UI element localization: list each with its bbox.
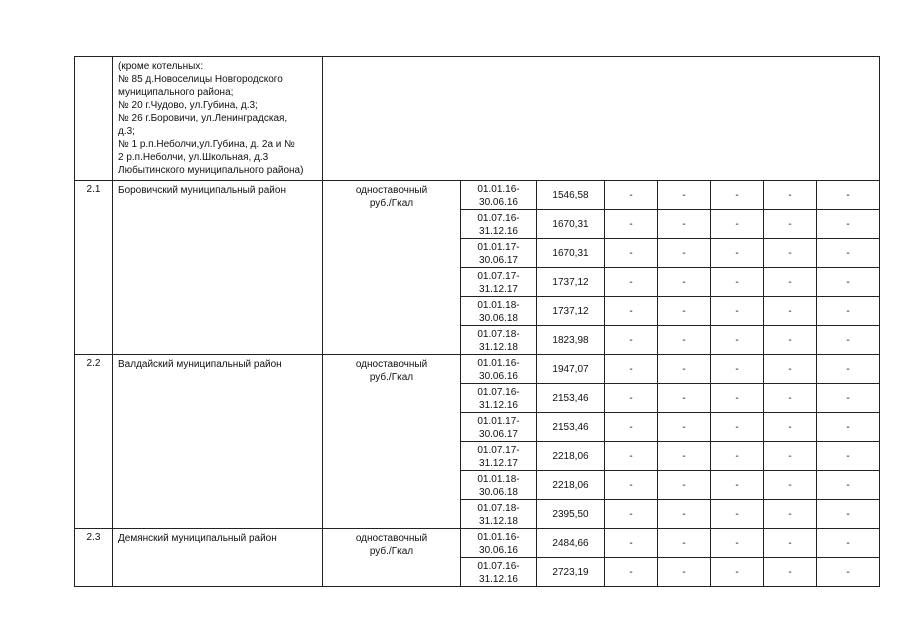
empty-value-dash: - — [764, 471, 817, 500]
rate-type-cell — [323, 181, 461, 355]
boiler-exclusion-note — [113, 57, 323, 181]
period-cell — [461, 268, 537, 297]
period-to: 30.06.17 — [479, 254, 518, 266]
period-from: 01.07.18- — [477, 328, 520, 340]
tariff-value: 2395,50 — [537, 500, 605, 529]
empty-value-dash: - — [658, 529, 711, 558]
empty-value-dash: - — [817, 297, 880, 326]
note-line: Любытинского муниципального района) — [118, 165, 304, 176]
empty-value-dash: - — [764, 384, 817, 413]
tariff-value: 2484,66 — [537, 529, 605, 558]
empty-value-dash: - — [817, 413, 880, 442]
empty-value-dash: - — [658, 181, 711, 210]
tariff-value: 1546,58 — [537, 181, 605, 210]
empty-value-dash: - — [605, 239, 658, 268]
empty-value-dash: - — [817, 529, 880, 558]
tariff-value: 1947,07 — [537, 355, 605, 384]
rate-type: одноставочный — [355, 533, 428, 544]
period-cell — [461, 326, 537, 355]
period-from: 01.01.16- — [477, 183, 520, 195]
tariff-row — [75, 355, 880, 384]
empty-value-dash: - — [658, 210, 711, 239]
tariff-value: 2218,06 — [537, 442, 605, 471]
empty-value-dash: - — [817, 500, 880, 529]
empty-value-dash: - — [605, 326, 658, 355]
period-to: 31.12.18 — [479, 341, 518, 353]
tariff-table — [74, 56, 880, 587]
empty-value-dash: - — [658, 442, 711, 471]
municipal-district-name: Боровичский муниципальный район — [113, 181, 323, 355]
empty-value-dash: - — [605, 384, 658, 413]
empty-value-dash: - — [711, 268, 764, 297]
empty-value-dash: - — [605, 529, 658, 558]
period-from: 01.01.17- — [477, 241, 520, 253]
empty-value-dash: - — [817, 210, 880, 239]
empty-value-dash: - — [658, 297, 711, 326]
empty-value-dash: - — [658, 239, 711, 268]
empty-value-dash: - — [764, 529, 817, 558]
period-from: 01.01.16- — [477, 357, 520, 369]
tariff-value: 1737,12 — [537, 268, 605, 297]
group-number: 2.2 — [75, 355, 113, 529]
empty-value-dash: - — [711, 529, 764, 558]
period-cell — [461, 500, 537, 529]
period-from: 01.01.16- — [477, 531, 520, 543]
empty-value-dash: - — [658, 326, 711, 355]
note-line: (кроме котельных: — [118, 61, 204, 72]
tariff-value: 2153,46 — [537, 384, 605, 413]
period-cell — [461, 529, 537, 558]
empty-value-dash: - — [817, 558, 880, 587]
period-to: 31.12.16 — [479, 573, 518, 585]
empty-cell — [75, 57, 113, 181]
period-to: 30.06.17 — [479, 428, 518, 440]
rate-unit: руб./Гкал — [369, 198, 414, 209]
empty-value-dash: - — [605, 297, 658, 326]
empty-value-dash: - — [658, 413, 711, 442]
empty-merged-cell — [323, 57, 880, 181]
empty-value-dash: - — [711, 384, 764, 413]
note-line: д.3; — [118, 126, 135, 137]
empty-value-dash: - — [764, 355, 817, 384]
empty-value-dash: - — [711, 471, 764, 500]
empty-value-dash: - — [711, 326, 764, 355]
empty-value-dash: - — [817, 268, 880, 297]
period-from: 01.07.17- — [477, 444, 520, 456]
period-cell — [461, 355, 537, 384]
empty-value-dash: - — [711, 413, 764, 442]
empty-value-dash: - — [605, 268, 658, 297]
period-to: 31.12.16 — [479, 225, 518, 237]
empty-value-dash: - — [711, 558, 764, 587]
period-to: 30.06.18 — [479, 486, 518, 498]
tariff-value: 2153,46 — [537, 413, 605, 442]
empty-value-dash: - — [658, 355, 711, 384]
period-to: 31.12.17 — [479, 457, 518, 469]
header-note-row — [75, 57, 880, 181]
empty-value-dash: - — [817, 471, 880, 500]
rate-type-cell — [323, 529, 461, 587]
note-line: 2 р.п.Неболчи, ул.Школьная, д.3 — [118, 152, 269, 163]
municipal-district-name: Демянский муниципальный район — [113, 529, 323, 587]
empty-value-dash: - — [605, 442, 658, 471]
empty-value-dash: - — [711, 442, 764, 471]
period-to: 31.12.17 — [479, 283, 518, 295]
period-cell — [461, 471, 537, 500]
period-from: 01.07.17- — [477, 270, 520, 282]
period-cell — [461, 239, 537, 268]
period-cell — [461, 413, 537, 442]
empty-value-dash: - — [711, 297, 764, 326]
period-cell — [461, 442, 537, 471]
period-from: 01.07.18- — [477, 502, 520, 514]
empty-value-dash: - — [658, 558, 711, 587]
rate-type: одноставочный — [355, 359, 428, 370]
empty-value-dash: - — [764, 442, 817, 471]
tariff-value: 2723,19 — [537, 558, 605, 587]
tariff-row — [75, 529, 880, 558]
empty-value-dash: - — [764, 500, 817, 529]
empty-value-dash: - — [605, 471, 658, 500]
period-to: 31.12.18 — [479, 515, 518, 527]
empty-value-dash: - — [817, 181, 880, 210]
municipal-district-name: Валдайский муниципальный район — [113, 355, 323, 529]
empty-value-dash: - — [605, 181, 658, 210]
rate-type: одноставочный — [355, 185, 428, 196]
tariff-value: 2218,06 — [537, 471, 605, 500]
period-to: 31.12.16 — [479, 399, 518, 411]
empty-value-dash: - — [764, 413, 817, 442]
period-from: 01.01.18- — [477, 473, 520, 485]
empty-value-dash: - — [711, 500, 764, 529]
period-from: 01.07.16- — [477, 212, 520, 224]
empty-value-dash: - — [817, 442, 880, 471]
empty-value-dash: - — [605, 500, 658, 529]
empty-value-dash: - — [764, 297, 817, 326]
empty-value-dash: - — [605, 558, 658, 587]
rate-unit: руб./Гкал — [369, 546, 414, 557]
empty-value-dash: - — [764, 326, 817, 355]
empty-value-dash: - — [764, 239, 817, 268]
empty-value-dash: - — [711, 181, 764, 210]
tariff-value: 1670,31 — [537, 210, 605, 239]
empty-value-dash: - — [711, 355, 764, 384]
period-cell — [461, 558, 537, 587]
empty-value-dash: - — [764, 210, 817, 239]
period-cell — [461, 181, 537, 210]
empty-value-dash: - — [817, 239, 880, 268]
empty-value-dash: - — [605, 355, 658, 384]
rate-unit: руб./Гкал — [369, 372, 414, 383]
group-number: 2.1 — [75, 181, 113, 355]
group-number: 2.3 — [75, 529, 113, 587]
period-from: 01.07.16- — [477, 386, 520, 398]
tariff-row — [75, 181, 880, 210]
empty-value-dash: - — [764, 558, 817, 587]
period-to: 30.06.18 — [479, 312, 518, 324]
empty-value-dash: - — [658, 268, 711, 297]
empty-value-dash: - — [711, 239, 764, 268]
empty-value-dash: - — [764, 268, 817, 297]
note-line: № 85 д.Новоселицы Новгородского — [118, 74, 283, 85]
tariff-value: 1737,12 — [537, 297, 605, 326]
empty-value-dash: - — [764, 181, 817, 210]
note-line: № 26 г.Боровичи, ул.Ленинградская, — [118, 113, 288, 124]
period-to: 30.06.16 — [479, 370, 518, 382]
period-cell — [461, 297, 537, 326]
period-cell — [461, 384, 537, 413]
period-to: 30.06.16 — [479, 544, 518, 556]
empty-value-dash: - — [817, 326, 880, 355]
period-to: 30.06.16 — [479, 196, 518, 208]
tariff-value: 1670,31 — [537, 239, 605, 268]
note-line: № 20 г.Чудово, ул.Губина, д.3; — [118, 100, 258, 111]
rate-type-cell — [323, 355, 461, 529]
tariff-value: 1823,98 — [537, 326, 605, 355]
empty-value-dash: - — [605, 210, 658, 239]
period-from: 01.01.18- — [477, 299, 520, 311]
note-line: муниципального района; — [118, 87, 234, 98]
period-from: 01.07.16- — [477, 560, 520, 572]
empty-value-dash: - — [711, 210, 764, 239]
empty-value-dash: - — [605, 413, 658, 442]
empty-value-dash: - — [658, 384, 711, 413]
period-from: 01.01.17- — [477, 415, 520, 427]
empty-value-dash: - — [817, 355, 880, 384]
empty-value-dash: - — [817, 384, 880, 413]
empty-value-dash: - — [658, 471, 711, 500]
empty-value-dash: - — [658, 500, 711, 529]
period-cell — [461, 210, 537, 239]
note-line: № 1 р.п.Неболчи,ул.Губина, д. 2а и № — [118, 139, 295, 150]
